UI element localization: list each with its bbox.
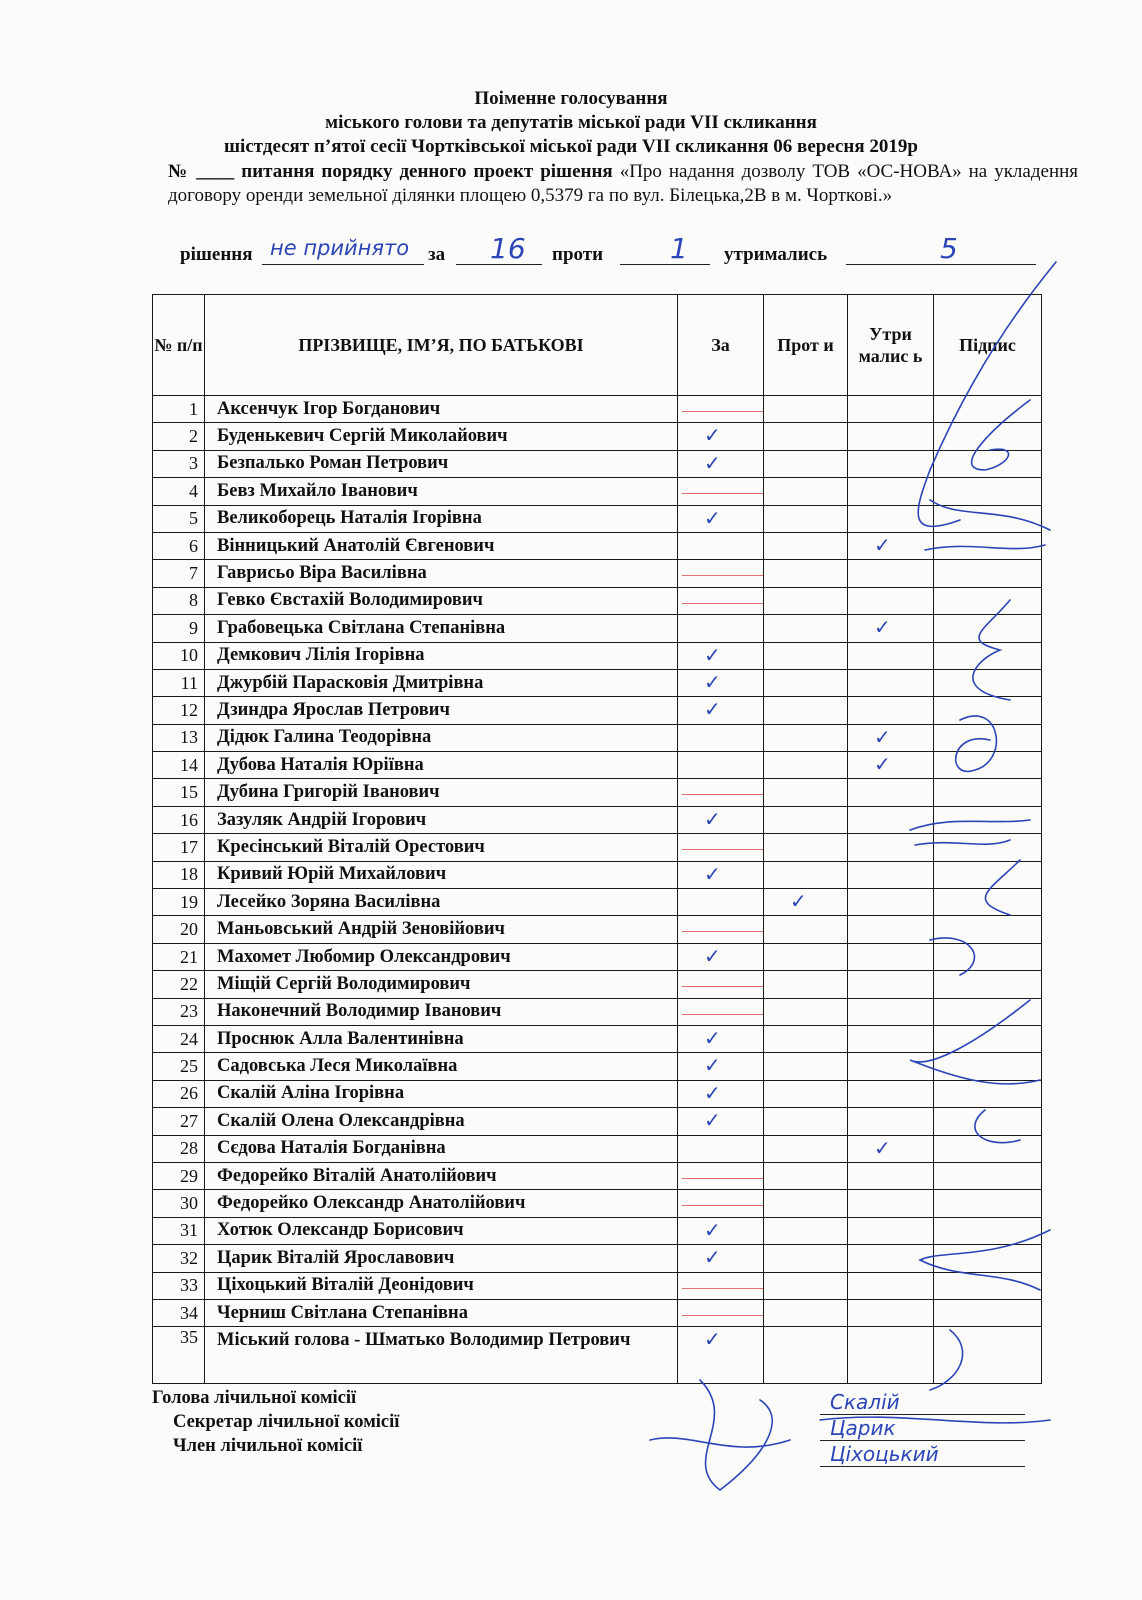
chair-name: Скалій [830,1390,900,1414]
document-title: Поіменне голосування [474,88,668,109]
decision-value: не прийнято [270,236,410,260]
row-number: 33 [153,1272,205,1299]
row-number: 15 [153,779,205,806]
check-mark-icon: ✓ [704,943,721,968]
row-name: Грабовецька Світлана Степанівна [205,615,678,642]
row-name: Скалій Олена Олександрівна [205,1108,678,1135]
check-mark-icon: ✓ [704,1025,721,1050]
for-label: за [428,244,446,265]
row-name: Безпалько Роман Петрович [205,450,678,477]
row-name: Федорейко Віталій Анатолійович [205,1162,678,1189]
check-mark-icon: ✓ [704,806,721,831]
row-number: 10 [153,642,205,669]
row-number: 14 [153,752,205,779]
chair-label: Голова лічильної комісії [152,1388,357,1408]
against-label: проти [552,244,604,265]
row-name: Джурбій Парасковія Дмитрівна [205,669,678,696]
header-number: № п/п [153,295,205,396]
row-number: 22 [153,971,205,998]
check-mark-icon: ✓ [704,505,721,530]
abstain-value: 5 [940,232,958,265]
secretary-name: Царик [830,1416,896,1440]
row-number: 9 [153,615,205,642]
secretary-signature-line [820,1440,1025,1441]
row-name: Аксенчук Ігор Богданович [205,396,678,423]
check-mark-icon: ✓ [704,697,721,722]
check-mark-icon: ✓ [704,1108,721,1133]
check-mark-icon: ✓ [874,752,891,777]
row-name: Великоборець Наталія Ігорівна [205,505,678,532]
check-mark-icon: ✓ [704,861,721,886]
row-name: Скалій Аліна Ігорівна [205,1080,678,1107]
question-lead: питання порядку денного проект рішення [241,161,613,182]
row-number: 23 [153,998,205,1025]
check-mark-icon: ✓ [790,889,807,914]
row-number: 6 [153,532,205,559]
row-number: 29 [153,1162,205,1189]
row-name: Дубова Наталія Юріївна [205,752,678,779]
row-name: Гевко Євстахій Володимирович [205,587,678,614]
row-number: 13 [153,724,205,751]
question-number: № ____ [168,161,235,182]
row-number: 8 [153,587,205,614]
check-mark-icon: ✓ [874,615,891,640]
row-name: Гаврисьо Віра Василівна [205,560,678,587]
row-number: 11 [153,669,205,696]
row-name: Маньовський Андрій Зеновійович [205,916,678,943]
check-mark-icon: ✓ [704,1080,721,1105]
row-name: Міщій Сергій Володимирович [205,971,678,998]
row-name: Кривий Юрій Михайлович [205,861,678,888]
row-number: 17 [153,834,205,861]
row-number: 28 [153,1135,205,1162]
abstain-label: утримались [724,244,828,265]
check-mark-icon: ✓ [704,423,721,448]
row-name: Садовська Леся Миколаївна [205,1053,678,1080]
check-mark-icon: ✓ [874,724,891,749]
check-mark-icon: ✓ [704,1217,721,1242]
row-name: Хотюк Олександр Борисович [205,1217,678,1244]
row-number: 1 [153,396,205,423]
row-number: 26 [153,1080,205,1107]
check-mark-icon: ✓ [704,669,721,694]
row-name: Сєдова Наталія Богданівна [205,1135,678,1162]
row-number: 21 [153,943,205,970]
question-text: «Про надання дозволу ТОВ «ОС-НОВА» на укладення договору оренди земельної ділянки площею 0,5379 га по вул. Білецька,2В в м. Чорткові.» [168,161,1079,206]
row-number: 12 [153,697,205,724]
against-value: 1 [670,232,688,265]
row-number: 5 [153,505,205,532]
row-number: 20 [153,916,205,943]
check-mark-icon: ✓ [704,1327,721,1352]
header-against: Прот и [764,295,848,396]
row-name: Проснюк Алла Валентинівна [205,1025,678,1052]
row-number: 27 [153,1108,205,1135]
header-name: ПРІЗВИЩЕ, ІМ’Я, ПО БАТЬКОВІ [205,295,678,396]
row-name: Федорейко Олександр Анатолійович [205,1190,678,1217]
row-number: 30 [153,1190,205,1217]
check-mark-icon: ✓ [704,450,721,475]
row-number: 35 [153,1327,205,1384]
row-number: 34 [153,1299,205,1326]
document-subtitle: міського голови та депутатів міської ради VII скликання [325,112,817,133]
row-number: 3 [153,450,205,477]
secretary-label: Секретар лічильної комісії [173,1412,400,1432]
row-name: Дідюк Галина Теодорівна [205,724,678,751]
member-label: Член лічильної комісії [173,1436,363,1456]
row-name: Буденькевич Сергій Миколайович [205,423,678,450]
row-name: Дзиндра Ярослав Петрович [205,697,678,724]
row-number: 18 [153,861,205,888]
row-name: Міський голова - Шматько Володимир Петрович [205,1327,678,1384]
for-value: 16 [490,232,526,265]
row-name: Махомет Любомир Олександрович [205,943,678,970]
row-name: Наконечний Володимир Іванович [205,998,678,1025]
row-name: Зазуляк Андрій Ігорович [205,806,678,833]
check-mark-icon: ✓ [874,532,891,557]
decision-label: рішення [180,244,253,265]
header-signature: Підпис [934,295,1042,396]
row-name: Бевз Михайло Іванович [205,478,678,505]
check-mark-icon: ✓ [704,1245,721,1270]
check-mark-icon: ✓ [704,1053,721,1078]
row-name: Кресінський Віталій Орестович [205,834,678,861]
check-mark-icon: ✓ [704,642,721,667]
row-name: Царик Віталій Ярославович [205,1245,678,1272]
row-name: Дубина Григорій Іванович [205,779,678,806]
row-number: 24 [153,1025,205,1052]
session-line: шістдесят п’ятої сесії Чортківської міської ради VII скликання 06 вересня 2019р [224,136,918,157]
member-name: Ціхоцький [830,1442,939,1466]
header-abstain: Утри малис ь [848,295,934,396]
row-name: Лесейко Зоряна Василівна [205,889,678,916]
row-number: 32 [153,1245,205,1272]
chair-signature-line [820,1414,1025,1415]
check-mark-icon: ✓ [874,1135,891,1160]
row-number: 2 [153,423,205,450]
row-number: 16 [153,806,205,833]
row-name: Демкович Лілія Ігорівна [205,642,678,669]
row-name: Ціхоцький Віталій Деонідович [205,1272,678,1299]
row-number: 19 [153,889,205,916]
row-name: Черниш Світлана Степанівна [205,1299,678,1326]
row-number: 4 [153,478,205,505]
row-number: 25 [153,1053,205,1080]
header-for: За [678,295,764,396]
row-name: Вінницький Анатолій Євгенович [205,532,678,559]
row-number: 7 [153,560,205,587]
row-number: 31 [153,1217,205,1244]
member-signature-line [820,1466,1025,1467]
